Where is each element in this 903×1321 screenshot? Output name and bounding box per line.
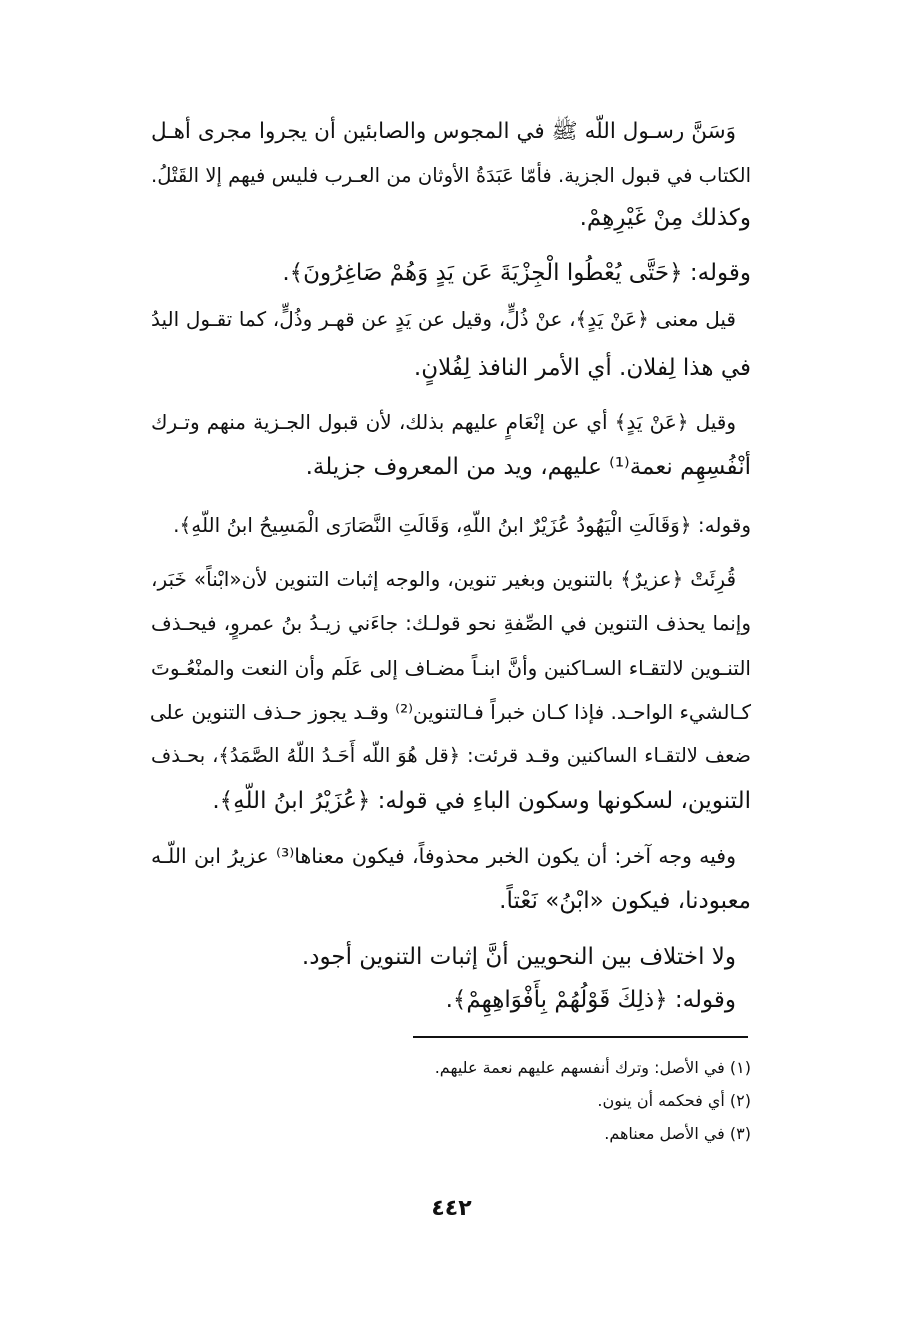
footnote: (٣) في الأصل معناهم.	[604, 1124, 751, 1143]
text-line: التنوين، لسكونها وسكون الباءِ في قوله: ﴿عُزَيْرُ ابنُ اللّهِ﴾.	[212, 788, 751, 814]
text-line: أنْفُسِهِم نعمة⁽¹⁾ عليهم، ويد من المعروف جزيلة.	[305, 454, 751, 480]
text-line: وكذلك مِنْ غَيْرِهِمْ.	[579, 205, 751, 231]
text-line: الكتاب في قبول الجزية. فأمّا عَبَدَةُ الأوثان من العـرب فليس فيهم إلا القَتْلُ.	[151, 164, 751, 187]
text-line: وإنما يحذف التنوين في الصِّفةِ نحو قولـك: جاءَني زيـدُ بنُ عمروٍ، فيحـذف	[151, 611, 751, 635]
page-number: ٤٤٢	[431, 1196, 472, 1221]
text-line: وقيل ﴿عَنْ يَدٍ﴾ أي عن إنْعَامٍ عليهم بذلك، لأن قبول الجـزية منهم وتـرك	[151, 410, 736, 434]
text-line: ضعف لالتقـاء الساكنين وقـد قرئت: ﴿قل هُوَ اللّه أَحَـدُ اللّهُ الصَّمَدُ﴾، بحـذف	[151, 744, 751, 767]
text-line: قيل معنى ﴿عَنْ يَدٍ﴾، عنْ ذُلٍّ، وقيل عن يَدٍ عن قهـر وذُلٍّ، كما تقـول اليدُ	[151, 307, 736, 331]
footnote-separator	[413, 1036, 748, 1038]
text-line: وَسَنَّ رسـول اللّه ﷺ في المجوس والصابئين أن يجروا مجرى أهـل	[151, 119, 736, 144]
text-line: وفيه وجه آخر: أن يكون الخبر محذوفاً، فيكون معناها⁽³⁾ عزيرُ ابن اللّـه	[151, 844, 736, 868]
text-line: وقوله: ﴿حَتَّى يُعْطُوا الْجِزْيَةَ عَن يَدٍ وَهُمْ صَاغِرُونَ﴾.	[282, 260, 751, 286]
text-line: في هذا لِفلان. أي الأمر النافذ لِفُلانٍ.	[413, 355, 751, 381]
text-line: وقوله: ﴿وَقَالَتِ الْيَهُودُ عُزَيْرٌ ابنُ اللّهِ، وَقَالَتِ النَّصَارَى الْمَسِيحُ ابنُ اللّهِ﴾.	[173, 513, 751, 537]
text-line: وقوله: ﴿ذلِكَ قَوْلُهُمْ بِأَفْوَاهِهِمْ﴾.	[445, 987, 736, 1013]
text-line: ولا اختلاف بين النحويين أنَّ إثبات التنوين أجود.	[301, 944, 736, 970]
text-line: قُرِئَتْ ﴿عزيرٌ﴾ بالتنوين وبغير تنوين، والوجه إثبات التنوين لأن«ابْناً» خَبَر،	[151, 567, 736, 591]
text-line: معبودنا، فيكون «ابْنُ» نَعْتاً.	[499, 888, 751, 914]
text-line: كـالشيء الواحـد. فإذا كـان خبراً فـالتنوين⁽²⁾ وقـد يجوز حـذف التنوين على	[149, 700, 751, 724]
text-line: التنـوين لالتقـاء السـاكنين وأنَّ ابنـاً مضـاف إلى عَلَم وأن النعت والمنْعُـوتَ	[151, 656, 751, 680]
footnote: (١) في الأصل: وترك أنفسهم عليهم نعمة عليهم.	[434, 1058, 751, 1077]
footnote: (٢) أي فحكمه أن ينون.	[597, 1091, 751, 1110]
